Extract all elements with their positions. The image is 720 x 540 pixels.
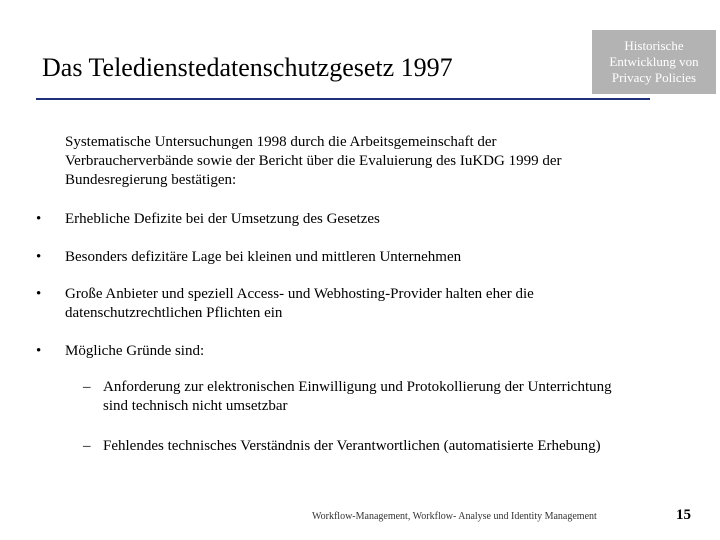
footer-text: Workflow-Management, Workflow- Analyse und Identity Management (312, 511, 597, 522)
bullet-marker: • (36, 286, 42, 302)
bullet-item: Große Anbieter und speziell Access- und Webhosting-Provider halten eher die datenschutzrechtlichen Pflichten ein (65, 286, 534, 321)
sub-bullet-item: Anforderung zur elektronischen Einwilligung und Protokollierung der Unterrichtung sind technisch nicht umsetzbar (103, 379, 612, 414)
page-number: 15 (676, 507, 691, 523)
section-label-box (592, 30, 716, 94)
intro-paragraph: Systematische Untersuchungen 1998 durch die Arbeitsgemeinschaft der Verbraucherverbände sowie der Bericht über die Evaluierung des IuKDG 1999 der Bundesregierung bestätigen: (65, 134, 562, 188)
bullet-item: Erhebliche Defizite bei der Umsetzung des Gesetzes (65, 211, 380, 227)
bullet-item: Besonders defizitäre Lage bei kleinen und mittleren Unternehmen (65, 249, 462, 265)
title-underline (36, 98, 650, 100)
section-label: Historische Entwicklung von Privacy Policies (609, 38, 699, 85)
sub-bullet-marker: – (83, 379, 91, 395)
sub-bullet-marker: – (83, 438, 91, 454)
bullet-marker: • (36, 211, 42, 227)
slide-title: Das Teledienstedatenschutzgesetz 1997 (42, 53, 453, 82)
bullet-marker: • (36, 343, 42, 359)
bullet-marker: • (36, 249, 42, 265)
bullet-item: Mögliche Gründe sind: (65, 343, 205, 359)
sub-bullet-item: Fehlendes technisches Verständnis der Verantwortlichen (automatisierte Erhebung) (103, 438, 601, 454)
